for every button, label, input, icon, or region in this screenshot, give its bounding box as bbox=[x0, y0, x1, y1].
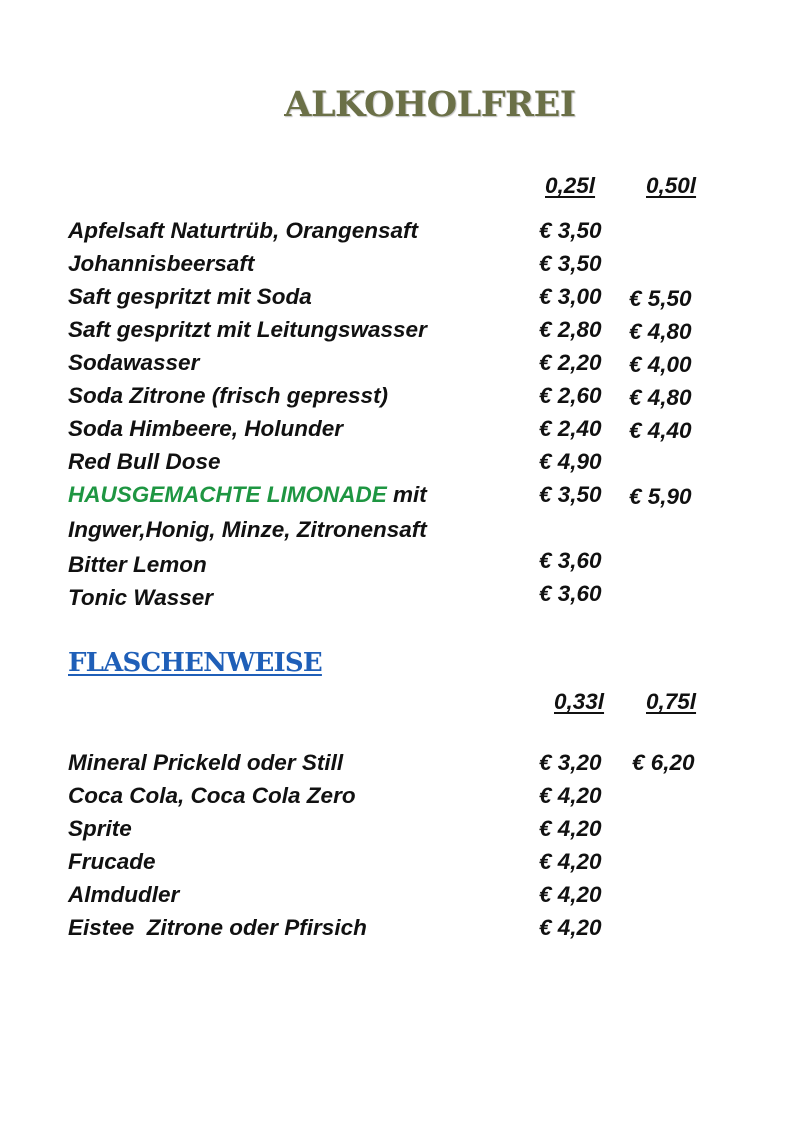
limonade-highlight: HAUSGEMACHTE LIMONADE bbox=[68, 482, 387, 507]
menu-item-price-large: € 4,80 bbox=[629, 319, 692, 344]
column-header-025: 0,25l bbox=[545, 173, 596, 198]
menu-item-price-small: € 2,60 bbox=[539, 383, 602, 408]
menu-item-name: Apfelsaft Naturtrüb, Orangensaft bbox=[68, 218, 419, 243]
menu-item-price-small: € 4,20 bbox=[539, 816, 602, 841]
menu-item-price-small: € 4,20 bbox=[539, 849, 602, 874]
menu-item-name: Bitter Lemon bbox=[68, 552, 207, 577]
menu-item-price-small: € 4,90 bbox=[539, 449, 602, 474]
menu-item-price-small: € 3,00 bbox=[539, 284, 602, 309]
menu-item-limonade bbox=[68, 484, 427, 507]
menu-item-price-small: € 4,20 bbox=[539, 915, 602, 940]
menu-item-name: Coca Cola, Coca Cola Zero bbox=[68, 783, 356, 808]
menu-item-price-small: € 2,40 bbox=[539, 416, 602, 441]
menu-item-price-large: € 4,40 bbox=[629, 418, 692, 443]
menu-item-price-small: € 3,60 bbox=[539, 548, 602, 573]
menu-item-name: Tonic Wasser bbox=[68, 585, 214, 610]
menu-item-name: Saft gespritzt mit Soda bbox=[68, 284, 312, 309]
menu-item-price-large: € 5,50 bbox=[629, 286, 692, 311]
menu-item-name: Saft gespritzt mit Leitungswasser bbox=[68, 317, 427, 342]
menu-item-name: Red Bull Dose bbox=[68, 449, 221, 474]
menu-item-price-large: € 6,20 bbox=[632, 750, 695, 775]
menu-item-name: Soda Zitrone (frisch gepresst) bbox=[68, 383, 389, 408]
section-title-alkoholfrei: ALKOHOLFREI bbox=[284, 84, 576, 125]
column-header-033: 0,33l bbox=[554, 689, 605, 714]
menu-item-price-small: € 3,50 bbox=[539, 218, 602, 243]
menu-item-name: Soda Himbeere, Holunder bbox=[68, 416, 344, 441]
section-title-flaschenweise: FLASCHENWEISE bbox=[68, 648, 322, 678]
menu-item-name: Sprite bbox=[68, 816, 132, 841]
menu-item-name: Eistee Zitrone oder Pfirsich bbox=[68, 915, 367, 940]
menu-item-price-large: € 4,00 bbox=[629, 352, 692, 377]
menu-item-name: Frucade bbox=[68, 849, 156, 874]
menu-item-name: Mineral Prickeld oder Still bbox=[68, 750, 344, 775]
limonade-ingredients: Ingwer,Honig, Minze, Zitronensaft bbox=[68, 517, 427, 542]
limonade-suffix: mit bbox=[386, 482, 427, 507]
menu-item-price-small: € 3,50 bbox=[539, 482, 602, 507]
menu-item-price-small: € 2,80 bbox=[539, 317, 602, 342]
menu-item-price-small: € 2,20 bbox=[539, 350, 602, 375]
menu-item-name: Sodawasser bbox=[68, 350, 200, 375]
menu-item-price-large: € 4,80 bbox=[629, 385, 692, 410]
menu-item-price-small: € 4,20 bbox=[539, 882, 602, 907]
menu-item-price-small: € 3,20 bbox=[539, 750, 602, 775]
menu-item-price-small: € 4,20 bbox=[539, 783, 602, 808]
menu-item-price-large: € 5,90 bbox=[629, 484, 692, 509]
column-header-075: 0,75l bbox=[646, 689, 697, 714]
menu-item-price-small: € 3,60 bbox=[539, 581, 602, 606]
menu-item-name: Johannisbeersaft bbox=[68, 251, 255, 276]
menu-item-price-small: € 3,50 bbox=[539, 251, 602, 276]
menu-item-name: Almdudler bbox=[68, 882, 180, 907]
column-header-050: 0,50l bbox=[646, 173, 697, 198]
